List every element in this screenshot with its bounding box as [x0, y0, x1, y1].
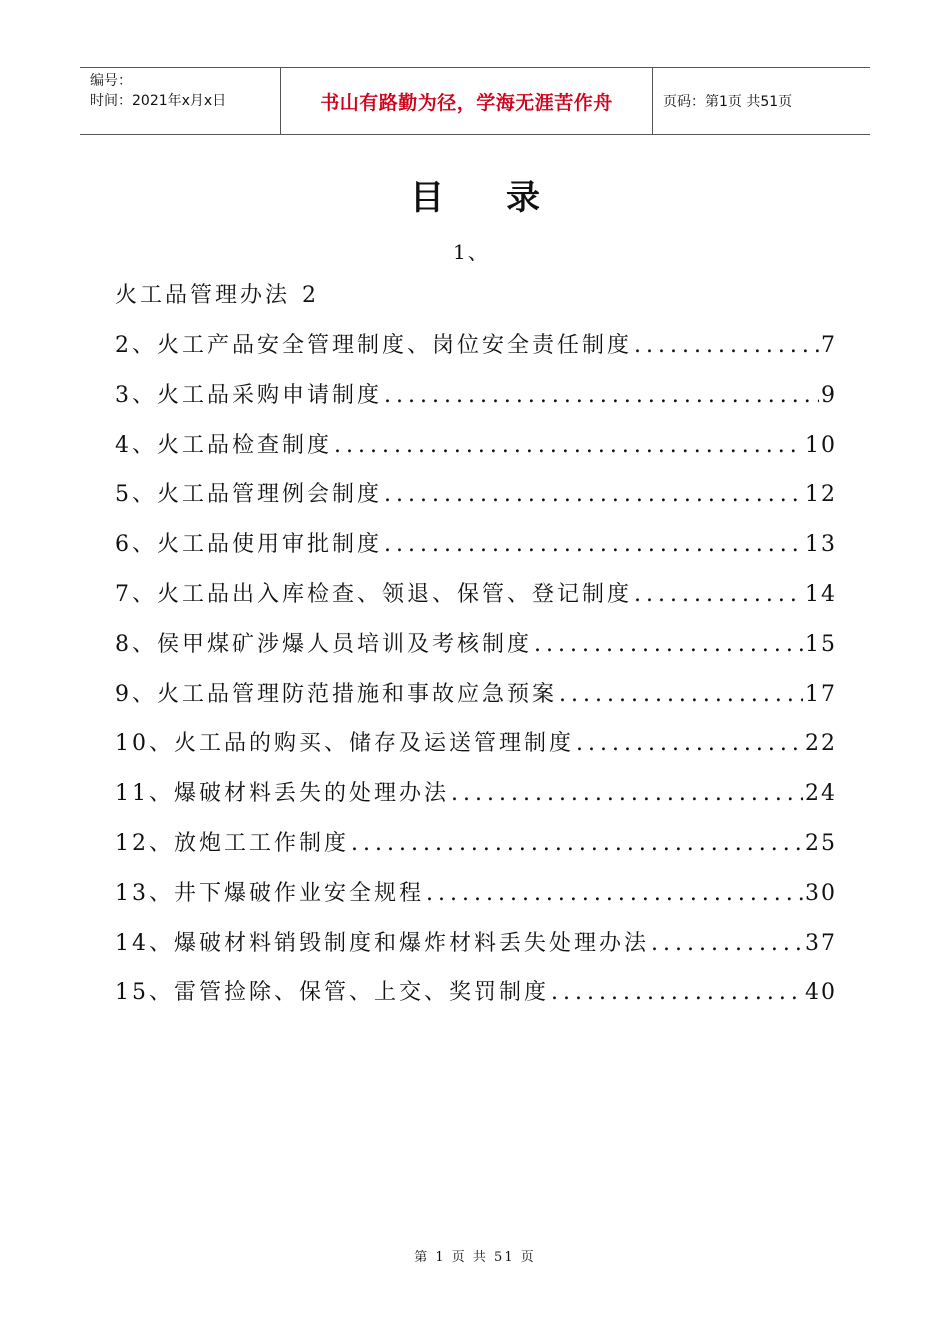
toc-entry-text: 8、侯甲煤矿涉爆人员培训及考核制度	[115, 631, 532, 657]
toc-leader-dots	[384, 383, 819, 408]
title-part-1: 目	[410, 178, 444, 218]
toc-leader-dots	[634, 333, 819, 358]
toc-first-number: 1、	[453, 240, 490, 264]
title-part-2: 录	[506, 178, 540, 218]
page-header	[80, 67, 870, 135]
toc-leader-dots	[451, 781, 803, 806]
toc-leader-dots	[634, 582, 803, 607]
toc-leader-dots	[384, 482, 803, 507]
toc-entry-text: 2、火工产品安全管理制度、岗位安全责任制度	[115, 333, 632, 358]
toc-leader-dots	[334, 433, 803, 458]
toc-entry-page: 30	[805, 880, 837, 906]
toc-leader-dots	[559, 682, 803, 707]
toc-leader-dots	[534, 632, 803, 657]
toc-entry-text: 7、火工品出入库检查、领退、保管、登记制度	[115, 581, 632, 607]
toc-entry-page: 14	[805, 581, 837, 607]
toc-first-text: 火工品管理办法	[115, 283, 291, 308]
toc-entry-page: 9	[821, 382, 837, 408]
toc-row[interactable]	[115, 826, 837, 876]
header-time: 时间：2021年x月x日	[90, 93, 227, 109]
toc-row[interactable]	[115, 378, 837, 428]
toc-row[interactable]	[115, 776, 837, 826]
header-motto: 书山有路勤为径，学海无涯苦作舟	[281, 68, 653, 134]
toc-entry-text: 6、火工品使用审批制度	[115, 532, 382, 558]
toc-entry-text: 12、放炮工工作制度	[115, 830, 349, 856]
toc-row[interactable]	[115, 926, 837, 976]
toc-leader-dots	[384, 532, 803, 557]
toc-entry-text: 15、雷管捡除、保管、上交、奖罚制度	[115, 980, 549, 1006]
toc-row[interactable]	[115, 726, 837, 776]
toc-entry-page: 12	[805, 482, 837, 508]
page-footer: 第 1 页 共 51 页	[414, 1250, 536, 1265]
header-page-count: 页码：第1页 共51页	[663, 94, 793, 110]
toc-row[interactable]	[115, 876, 837, 926]
toc-entry-text: 11、爆破材料丢失的处理办法	[115, 781, 449, 807]
toc-entry-text: 13、井下爆破作业安全规程	[115, 880, 424, 906]
toc-entry-text: 10、火工品的购买、储存及运送管理制度	[115, 731, 574, 757]
toc-row[interactable]	[115, 627, 837, 677]
toc-entry-page: 25	[805, 830, 837, 856]
toc-entry-text: 4、火工品检查制度	[115, 432, 332, 458]
toc-leader-dots	[551, 980, 803, 1005]
toc-entry-page: 13	[805, 532, 837, 558]
toc-leader-dots	[351, 831, 803, 856]
toc-entry-page: 10	[805, 432, 837, 458]
toc-leader-dots	[651, 931, 803, 956]
toc-first-item[interactable]	[115, 278, 319, 309]
toc-entry-text: 3、火工品采购申请制度	[115, 382, 382, 408]
toc-row[interactable]	[115, 328, 837, 378]
page-title	[0, 170, 950, 219]
toc-entry-text: 14、爆破材料销毁制度和爆炸材料丢失处理办法	[115, 930, 649, 956]
toc-leader-dots	[576, 731, 803, 756]
toc-entry-page: 7	[821, 333, 837, 358]
toc-row[interactable]	[115, 577, 837, 627]
toc-leader-dots	[426, 881, 803, 906]
toc-entry-page: 24	[805, 781, 837, 807]
toc-entry-page: 22	[805, 731, 837, 757]
table-of-contents	[115, 328, 837, 1025]
toc-entry-page: 17	[805, 681, 837, 707]
toc-row[interactable]	[115, 527, 837, 577]
toc-row[interactable]	[115, 428, 837, 478]
toc-row[interactable]	[115, 677, 837, 727]
toc-first-page: 2	[302, 283, 320, 308]
toc-entry-text: 9、火工品管理防范措施和事故应急预案	[115, 681, 557, 707]
header-number: 编号：	[90, 73, 132, 89]
toc-entry-page: 37	[805, 930, 837, 956]
toc-row[interactable]	[115, 975, 837, 1025]
toc-entry-text: 5、火工品管理例会制度	[115, 482, 382, 508]
toc-entry-page: 40	[805, 980, 837, 1006]
toc-entry-page: 15	[805, 631, 837, 657]
header-meta	[80, 68, 281, 134]
toc-row[interactable]	[115, 477, 837, 527]
